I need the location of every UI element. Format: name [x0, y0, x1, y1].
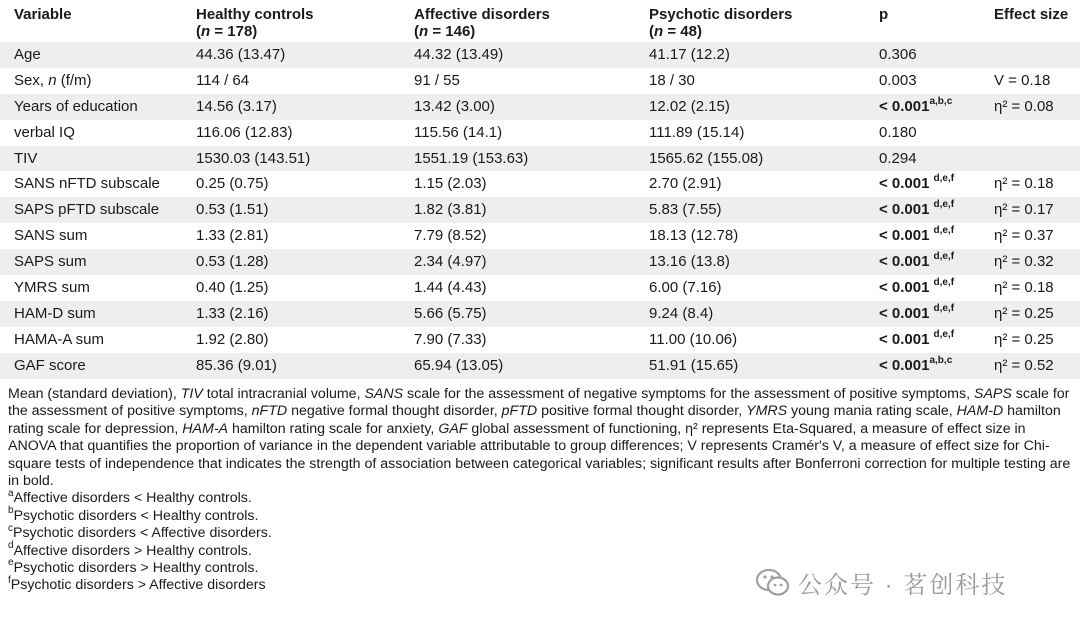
footnote-text: total intracranial volume, [202, 386, 365, 402]
footnote-text: scale for the assessment of positive symptoms, [8, 386, 1070, 420]
cell-psychotic-disorders: 41.17 (12.2) [649, 45, 730, 63]
table-row [0, 275, 1080, 301]
table-row [0, 171, 1080, 197]
cell-healthy-controls: 1530.03 (143.51) [196, 149, 311, 167]
cell-psychotic-disorders: 6.00 (7.16) [649, 278, 722, 296]
footnote-note-text: Psychotic disorders < Healthy controls. [13, 507, 259, 524]
footnote-abbrev: SAPS [973, 386, 1012, 402]
p-value-superscript: a,b,c [929, 95, 953, 107]
footnote-note-text: Psychotic disorders > Affective disorders [10, 577, 266, 594]
p-value: < 0.001 [879, 253, 930, 271]
cell-healthy-controls: 114 / 64 [196, 71, 250, 89]
footnote-note-text: Affective disorders < Healthy controls. [13, 490, 252, 507]
footnote-note-text: Psychotic disorders > Healthy controls. [13, 560, 259, 577]
cell-psychotic-disorders: 5.83 (7.55) [649, 201, 722, 219]
cell-affective-disorders: 5.66 (5.75) [414, 304, 487, 322]
cell-psychotic-disorders: 18.13 (12.78) [649, 227, 739, 245]
p-value: < 0.001 [879, 356, 930, 374]
cell-healthy-controls: 1.92 (2.80) [196, 330, 269, 348]
cell-healthy-controls: 116.06 (12.83) [196, 123, 293, 141]
table-row [0, 197, 1080, 223]
p-value: < 0.001 [879, 201, 930, 219]
cell-p-value [865, 120, 982, 146]
p-value-superscript: a,b,c [929, 354, 953, 366]
cell-effect-size: η² = 0.37 [994, 227, 1054, 245]
p-value-superscript: d,e,f [933, 225, 955, 237]
p-value: < 0.001 [879, 278, 930, 296]
cell-p-value [865, 42, 982, 68]
cell-effect-size [982, 120, 1080, 146]
cell-affective-disorders: 7.90 (7.33) [414, 330, 487, 348]
cell-p-value [865, 146, 982, 172]
cell-healthy-controls: 44.36 (13.47) [196, 45, 286, 63]
cell-p-value [865, 223, 982, 249]
p-value: < 0.001 [879, 175, 930, 193]
footnote-abbreviations [8, 386, 1072, 490]
footnote-note [8, 505, 1072, 525]
p-value: 0.294 [879, 149, 917, 167]
cell-p-value [865, 94, 982, 120]
cell-variable: GAF score [14, 356, 86, 374]
header-variable: Variable [14, 6, 72, 23]
cell-psychotic-disorders: 51.91 (15.65) [649, 356, 739, 374]
footnote-note [8, 539, 1072, 560]
cell-effect-size [982, 42, 1080, 68]
p-value: 0.180 [879, 123, 917, 141]
p-value: 0.306 [879, 45, 917, 63]
p-value: < 0.001 [879, 227, 930, 245]
cell-psychotic-disorders: 1565.62 (155.08) [649, 149, 764, 167]
p-value: < 0.001 [879, 304, 930, 322]
cell-p-value [865, 353, 982, 379]
cell-p-value [865, 327, 982, 353]
footnote-note [8, 487, 1072, 507]
table-row [0, 68, 1080, 94]
cell-psychotic-disorders: 12.02 (2.15) [649, 97, 730, 115]
p-value-superscript: d,e,f [933, 251, 955, 263]
cell-p-value [865, 249, 982, 275]
header-psychotic-disorders: Psychotic disorders (n = 48) [649, 6, 793, 40]
p-value-superscript: d,e,f [933, 173, 955, 185]
cell-affective-disorders: 115.56 (14.1) [414, 123, 503, 141]
cell-affective-disorders: 65.94 (13.05) [414, 356, 504, 374]
footnote-text: hamilton rating scale for depression, [8, 403, 1061, 437]
table-row [0, 301, 1080, 327]
table-row [0, 42, 1080, 68]
header-effect-size: Effect size [994, 6, 1069, 23]
cell-variable: SANS sum [14, 227, 88, 245]
cell-healthy-controls: 0.53 (1.28) [196, 253, 269, 271]
cell-variable: HAMA-A sum [14, 330, 105, 348]
cell-healthy-controls: 0.40 (1.25) [196, 278, 269, 296]
table-row [0, 146, 1080, 172]
footnote-mark: f [8, 574, 11, 586]
p-value: < 0.001 [879, 97, 930, 115]
cell-p-value [865, 197, 982, 223]
variable-label: Sex, n (f/m) [14, 71, 92, 89]
cell-effect-size: η² = 0.32 [994, 253, 1054, 271]
cell-affective-disorders: 1.15 (2.03) [414, 175, 487, 193]
footnote-abbrev: TIV [180, 386, 203, 402]
footnote-text: scale for the assessment of negative symptoms for the assessment of positive symptoms, [403, 386, 974, 402]
table-footnote [8, 386, 1072, 595]
cell-variable: TIV [14, 149, 38, 167]
cell-effect-size: η² = 0.18 [994, 175, 1054, 193]
cell-affective-disorders: 1551.19 (153.63) [414, 149, 529, 167]
footnote-text: positive formal thought disorder, [537, 403, 747, 420]
table-header-row [0, 0, 1080, 42]
footnote-abbrev: HAM-D [956, 403, 1004, 420]
cell-variable: SANS nFTD subscale [14, 175, 160, 193]
cell-psychotic-disorders: 111.89 (15.14) [649, 123, 745, 141]
header-affective-disorders: Affective disorders (n = 146) [414, 6, 550, 40]
cell-affective-disorders: 2.34 (4.97) [414, 253, 487, 271]
cell-effect-size: η² = 0.25 [994, 304, 1054, 322]
cell-healthy-controls: 1.33 (2.81) [196, 227, 269, 245]
cell-effect-size: η² = 0.52 [994, 356, 1054, 374]
cell-p-value [865, 275, 982, 301]
table-row [0, 120, 1080, 146]
footnote-note [8, 522, 1072, 542]
cell-affective-disorders: 1.82 (3.81) [414, 201, 487, 219]
cell-psychotic-disorders: 18 / 30 [649, 71, 695, 89]
header-healthy-controls: Healthy controls (n = 178) [196, 6, 314, 40]
cell-variable: HAM-D sum [14, 304, 96, 322]
cell-healthy-controls: 14.56 (3.17) [196, 97, 277, 115]
footnote-abbrev: YMRS [746, 403, 788, 420]
footnote-text: Mean (standard deviation), [8, 386, 181, 402]
cell-variable: Years of education [14, 97, 138, 115]
cell-affective-disorders: 1.44 (4.43) [414, 278, 487, 296]
cell-psychotic-disorders: 2.70 (2.91) [649, 175, 722, 193]
p-value: < 0.001 [879, 330, 930, 348]
watermark-text: 公众号 · 茗创科技 [798, 572, 1008, 599]
p-value-superscript: d,e,f [933, 199, 955, 211]
cell-healthy-controls: 1.33 (2.16) [196, 304, 269, 322]
footnote-abbrev: SANS [364, 386, 404, 402]
cell-p-value [865, 301, 982, 327]
footnote-mark: d [8, 539, 14, 551]
footnote-abbrev: nFTD [251, 403, 288, 420]
table-row [0, 94, 1080, 120]
footnote-abbrev: GAF [438, 420, 468, 437]
cell-variable [0, 68, 182, 94]
cell-variable: SAPS sum [14, 253, 87, 271]
cell-effect-size: η² = 0.18 [994, 278, 1054, 296]
cell-psychotic-disorders: 13.16 (13.8) [649, 253, 730, 271]
cell-p-value [865, 171, 982, 197]
cell-healthy-controls: 0.25 (0.75) [196, 175, 269, 193]
table-row [0, 327, 1080, 353]
footnote-note-text: Affective disorders > Healthy controls. [13, 542, 252, 559]
cell-variable: Age [14, 45, 41, 63]
p-value-superscript: d,e,f [933, 276, 955, 288]
footnote-text: hamilton rating scale for anxiety, [228, 420, 439, 437]
p-value: 0.003 [879, 71, 917, 89]
footnote-mark: a [8, 487, 14, 499]
cell-affective-disorders: 44.32 (13.49) [414, 45, 504, 63]
footnote-mark: b [8, 505, 14, 517]
table-row [0, 353, 1080, 379]
watermark [756, 565, 1007, 600]
cell-variable: verbal IQ [14, 123, 75, 141]
footnote-text: global assessment of functioning, η² represents Eta-Squared, a measure of effect size in ANOVA that quantifies the proportion of variance in the dependent variable attributable to group differences; V represents Cramér's V, a measure of effect size for Chi-square tests of independence that indicates the strength of association between categorical variables; significant results after Bonferroni correction for multiple testing are in bold. [8, 420, 1071, 490]
cell-effect-size: η² = 0.08 [994, 97, 1054, 115]
table-row [0, 223, 1080, 249]
cell-effect-size: η² = 0.17 [994, 201, 1054, 219]
cell-affective-disorders: 7.79 (8.52) [414, 227, 487, 245]
cell-affective-disorders: 91 / 55 [414, 71, 460, 89]
cell-effect-size: V = 0.18 [994, 71, 1051, 89]
footnote-note-text: Psychotic disorders < Affective disorders. [13, 525, 272, 542]
cell-variable: YMRS sum [14, 278, 90, 296]
cell-effect-size [982, 146, 1080, 172]
footnote-abbrev: HAM-A [182, 420, 229, 437]
cell-affective-disorders: 13.42 (3.00) [414, 97, 495, 115]
footnote-abbrev: pFTD [501, 403, 538, 420]
wechat-icon [756, 568, 790, 598]
header-p: p [879, 6, 889, 23]
cell-variable: SAPS pFTD subscale [14, 201, 160, 219]
p-value-superscript: d,e,f [933, 302, 955, 314]
table-row [0, 249, 1080, 275]
footnote-mark: e [8, 557, 14, 569]
footnote-text: negative formal thought disorder, [287, 403, 502, 420]
cell-healthy-controls: 0.53 (1.51) [196, 201, 269, 219]
cell-healthy-controls: 85.36 (9.01) [196, 356, 277, 374]
cell-effect-size: η² = 0.25 [994, 330, 1054, 348]
p-value-superscript: d,e,f [933, 328, 955, 340]
footnote-text: young mania rating scale, [787, 403, 957, 420]
cell-p-value [865, 68, 982, 94]
cell-psychotic-disorders: 11.00 (10.06) [649, 330, 738, 348]
table-body [0, 42, 1080, 379]
cell-psychotic-disorders: 9.24 (8.4) [649, 304, 714, 322]
footnote-mark: c [8, 522, 13, 534]
